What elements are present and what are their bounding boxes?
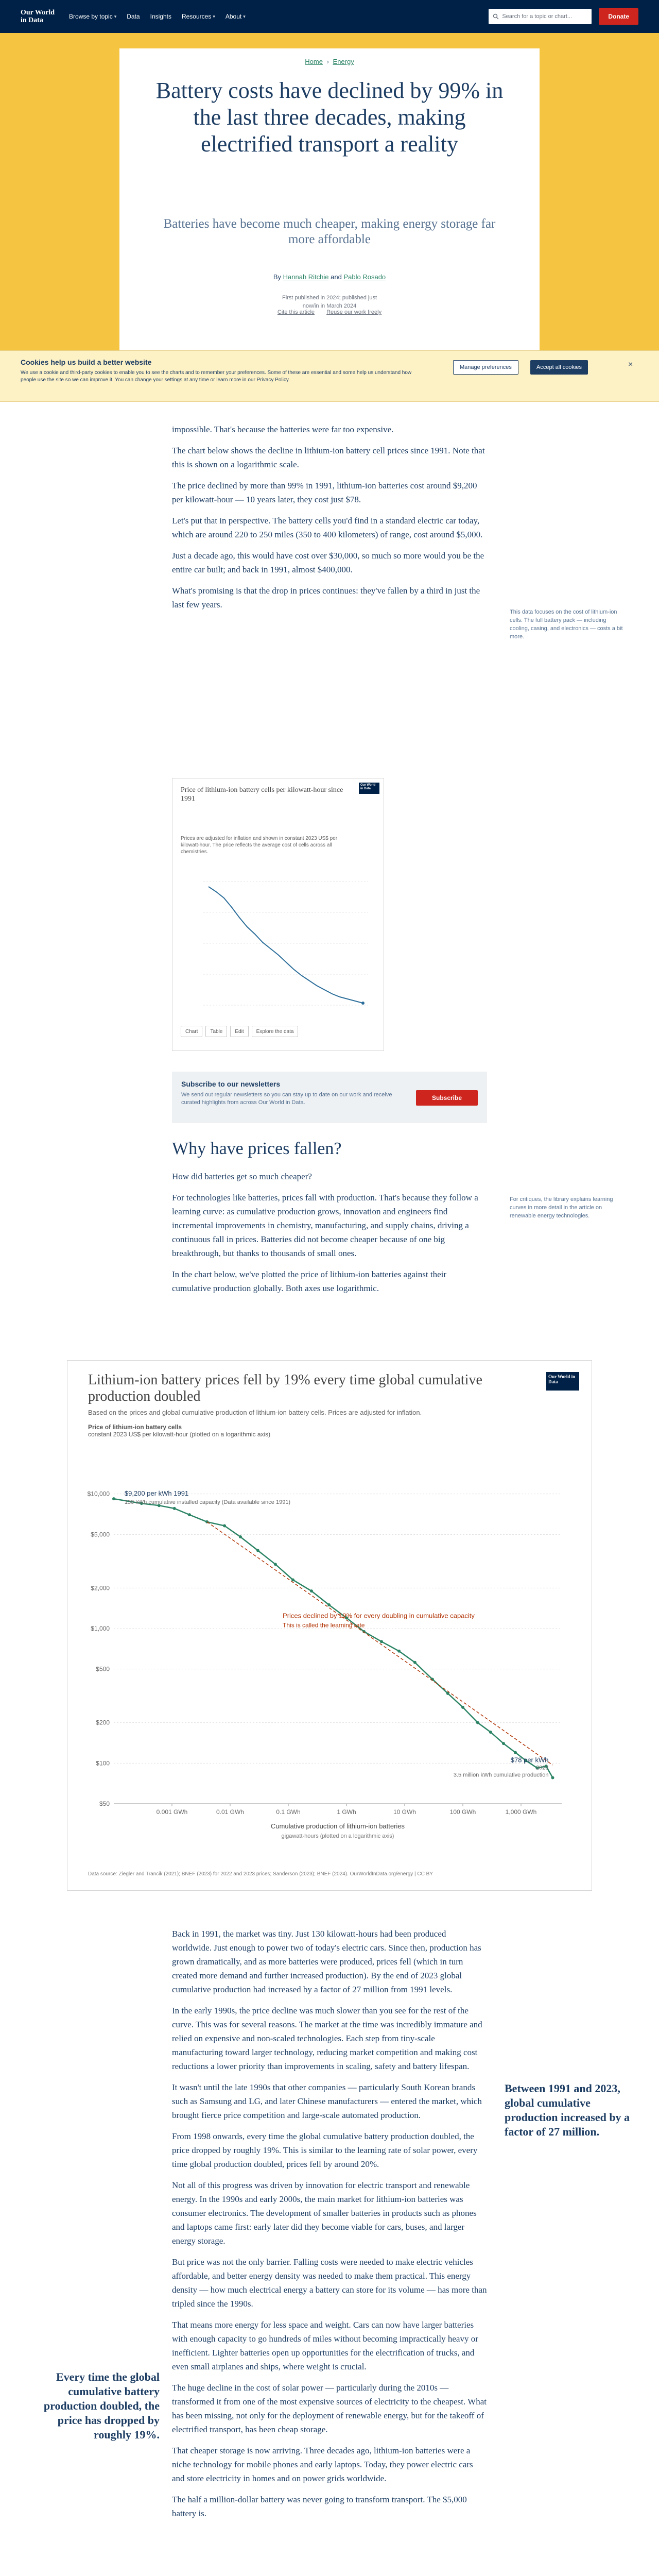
chart-tab[interactable]: Chart	[181, 1026, 202, 1037]
annotation-learning-rate: Prices declined by 19% for every doubling in cumulative capacity	[283, 1612, 475, 1620]
data-point	[173, 1507, 176, 1510]
y-axis-title	[88, 1423, 270, 1438]
chevron-down-icon: ▾	[114, 13, 117, 19]
data-point	[514, 1751, 517, 1754]
x-tick-label: 0.001 GWh	[156, 1808, 188, 1816]
x-tick-label: 1,000 GWh	[505, 1808, 537, 1816]
page-title: Battery costs have declined by 99% in the last three decades, making electrified transport a reality	[155, 78, 504, 157]
logo-line2: in Data	[21, 16, 43, 24]
paragraph: In the chart below, we've plotted the price of lithium-ion batteries against their cumulative production globally. Both axes use logarithmic.	[172, 1269, 447, 1293]
x-axis-title: Cumulative production of lithium-ion batteries	[270, 1822, 405, 1830]
nav-resources[interactable]	[182, 13, 215, 20]
y-tick-label: $200	[96, 1719, 110, 1726]
data-point	[461, 1706, 464, 1709]
annotation-end-year: 2023	[536, 1765, 549, 1771]
x-tick-label: 0.1 GWh	[276, 1808, 301, 1816]
price-line	[114, 1499, 552, 1777]
author-link-2[interactable]: Pablo Rosado	[343, 273, 386, 281]
chart-source: Data source: Ziegler and Trancik (2021); BNEF (2023) for 2022 and 2023 prices; Sanderson (2023); BNEF (2024). OurWorldInData.org/energy | CC BY	[88, 1871, 433, 1877]
data-point	[327, 1603, 331, 1606]
why-text	[172, 1170, 487, 1302]
nav-label: Insights	[150, 13, 171, 20]
x-axis-subtitle: gigawatt-hours (plotted on a logarithmic axis)	[281, 1833, 394, 1839]
paragraph: In the early 1990s, the price decline was much slower than you see for the rest of the curve. This was for several reasons. The market at the time was incredibly immature and relied on expensive and non-scaled technologies. Each step from tiny-scale manufacturing toward larger technology, reducing market competition and making cost reductions a lower priority than improvements in scaling, safety and battery lifespan.	[172, 2006, 482, 2071]
subscribe-button[interactable]: Subscribe	[416, 1090, 478, 1106]
y-tick-label: $2,000	[91, 1584, 110, 1592]
hero-links	[119, 309, 540, 315]
section-heading: Why have prices fallen?	[172, 1139, 342, 1158]
data-point	[380, 1640, 383, 1643]
paragraph: It wasn't until the late 1990s that other companies — particularly South Korean brands such as Samsung and LG, and later Chinese manufacturers — entered the market, which brought fierce price competition and large-scale automated production.	[172, 2082, 482, 2120]
pull-quote-right: Between 1991 and 2023, global cumulative production increased by a factor of 27 million.	[505, 2082, 630, 2138]
y-tick-label: $500	[96, 1665, 110, 1673]
mini-chart-subtitle: Prices are adjusted for inflation and shown in constant 2023 US$ per kilowatt-hour. The price reflects the average cost of cells across all chemistries.	[181, 836, 338, 855]
learning-curve-chart	[67, 1360, 592, 1891]
close-icon[interactable]: ×	[628, 360, 633, 369]
site-logo[interactable]	[21, 9, 55, 24]
x-tick-label: 1 GWh	[337, 1808, 356, 1816]
table-tab[interactable]: Table	[205, 1026, 227, 1037]
side-note: For critiques, the library explains learning curves in more detail in the article on renewable energy technologies.	[510, 1196, 613, 1219]
chevron-down-icon: ▾	[213, 13, 215, 19]
gridlines	[203, 882, 368, 1005]
site-header	[0, 0, 659, 33]
newsletter-title: Subscribe to our newsletters	[181, 1080, 281, 1088]
paragraph: For technologies like batteries, prices fall with production. That's because they follow a learning curve: as cumulative production grows, innovation and engineers find incremental improvements in chemistry, manufacturing, and supply chains, driving a continuous fall in prices. Batteries did not become cheaper because of one big breakthrough, but thanks to thousands of small ones.	[172, 1193, 478, 1258]
paragraph: The chart below shows the decline in lithium-ion battery cell prices since 1991. Note that this is shown on a logarithmic scale.	[172, 446, 485, 469]
data-point	[239, 1535, 242, 1538]
paragraph: The half a million-dollar battery was never going to transform transport. The $5,000 battery is.	[172, 2495, 467, 2518]
mini-chart-plot	[172, 866, 385, 1021]
pubdate-line1: First published in 2024; published just	[282, 295, 377, 301]
nav-browse-topics[interactable]	[69, 13, 116, 20]
paragraph: But price was not the only barrier. Falling costs were needed to make electric vehicles affordable, and better energy density was needed to make them practical. This energy density — how much electrical energy a battery can store for its volume — has more than tripled since the 1990s.	[172, 2257, 487, 2309]
mini-chart-card	[172, 778, 384, 1051]
chart-subtitle: Based on the prices and global cumulative production of lithium-ion battery cells. Prices are adjusted for inflation.	[88, 1409, 422, 1416]
cite-article-link[interactable]: Cite this article	[277, 309, 315, 315]
newsletter-box	[172, 1072, 487, 1123]
annotation-learning-rate-sub: This is called the learning rate	[283, 1621, 365, 1629]
nav-label: About	[225, 13, 242, 20]
paragraph: Back in 1991, the market was tiny. Just 130 kilowatt-hours had been produced worldwide. Just enough to power two of today's electric cars. Since then, production has grown dramatically, and as more batteries were produced, prices fell (which in turn created more demand and further increased production). By the end of 2023 global cumulative production had increased by a factor of 27 million from 1991 levels.	[172, 1929, 481, 1994]
pubdate-line2: now/in in March 2024	[302, 303, 357, 309]
reuse-link[interactable]: Reuse our work freely	[326, 309, 382, 315]
accept-cookies-button[interactable]: Accept all cookies	[530, 360, 588, 375]
mini-chart-title: Price of lithium-ion battery cells per kilowatt-hour since 1991	[181, 786, 343, 803]
end-point	[361, 1002, 365, 1005]
data-point	[223, 1524, 226, 1527]
owid-logo: Our World in Data	[546, 1372, 579, 1391]
paragraph: That cheaper storage is now arriving. Three decades ago, lithium-ion batteries were a niche technology for mobile phones and early laptops. Today, they power electric cars and store electricity in homes and on power grids worldwide.	[172, 2446, 473, 2483]
paragraph: The price declined by more than 99% in 1991, lithium-ion batteries cost around $9,200 per kilowatt-hour — 10 years later, they cost just $78.	[172, 481, 477, 504]
owid-logo: Our World in Data	[359, 783, 379, 794]
nav-insights[interactable]	[150, 13, 171, 20]
nav-about[interactable]	[226, 13, 246, 20]
header-right	[489, 8, 638, 25]
annotation-start: $9,200 per kWh 1991	[124, 1489, 189, 1498]
paragraph: Not all of this progress was driven by innovation for electric transport and renewable energy. In the 1990s and early 2000s, the main market for lithium-ion batteries was consumer electronics. The development of smaller batteries in products such as phones and laptops came first: early later did they become viable for cars, buses, and larger energy storage.	[172, 2180, 477, 2246]
intro-text	[172, 422, 487, 619]
search-input[interactable]	[489, 9, 592, 24]
cookie-text: We use a cookie and third-party cookies to enable you to see the charts and to remember your preferences. Some of these are essential and some help us understand how people use the site so we can improve it. You can change your settings at any time or learn more in our Privacy Policy.	[21, 370, 412, 383]
y-tick-label: $10,000	[87, 1490, 110, 1498]
price-line	[209, 887, 363, 1003]
byline-and: and	[331, 273, 342, 281]
y-tick-label: $5,000	[91, 1531, 110, 1538]
y-tick-label: $1,000	[91, 1625, 110, 1632]
search-icon	[493, 13, 499, 20]
data-point	[413, 1661, 417, 1664]
breadcrumb	[119, 58, 540, 65]
byline	[119, 273, 540, 281]
paragraph: impossible. That's because the batteries were far too expensive.	[172, 425, 394, 434]
manage-preferences-button[interactable]: Manage preferences	[453, 360, 518, 375]
paragraph: Let's put that in perspective. The battery cells you'd find in a standard electric car today, which are around 220 to 250 miles (350 to 400 kilometers) of range, cost around $5,000.	[172, 516, 483, 539]
data-point	[256, 1549, 259, 1552]
analysis-text	[172, 1927, 487, 2528]
x-tick-label: 10 GWh	[393, 1808, 417, 1816]
data-point	[489, 1731, 492, 1734]
paragraph: From 1998 onwards, every time the global cumulative battery production doubled, the price dropped by roughly 19%. This is similar to the learning rate of solar power, every time global production doubled, prices fell by around 20%.	[172, 2131, 478, 2169]
data-point	[112, 1497, 115, 1500]
x-tick-label: 100 GWh	[449, 1808, 476, 1816]
y-axis-title-text: Price of lithium-ion battery cells	[88, 1423, 182, 1431]
nav-label: Resources	[181, 13, 212, 20]
page-subtitle: Batteries have become much cheaper, making energy storage far more affordable	[163, 217, 496, 246]
cookie-banner	[0, 350, 659, 402]
paragraph: What's promising is that the drop in prices continues: they've fallen by a third in just the last few years.	[172, 586, 480, 609]
nav-label: Data	[127, 13, 140, 20]
y-axis-subtitle: constant 2023 US$ per kilowatt-hour (plotted on a logarithmic axis)	[88, 1431, 271, 1438]
paragraph: The huge decline in the cost of solar power — particularly during the 2010s — transformed it from one of the most expensive sources of electricity to the cheapest. What has been missing, not only for the deployment of renewable energy, but for the takeoff of electrified transport, has been cheap storage.	[172, 2383, 487, 2434]
breadcrumb-home[interactable]: Home	[305, 58, 323, 65]
byline-by: By	[273, 273, 282, 281]
y-tick-label: $50	[99, 1800, 110, 1807]
explore-data-button[interactable]: Explore the data	[252, 1026, 299, 1037]
data-point	[397, 1650, 401, 1653]
article-body	[0, 402, 659, 2576]
author-link-1[interactable]: Hannah Ritchie	[283, 273, 329, 281]
side-note: This data focuses on the cost of lithium-ion cells. The full battery pack — including cooling, casing, and electronics — costs a bit more.	[510, 609, 623, 640]
donate-button[interactable]: Donate	[599, 8, 638, 25]
nav-label: Browse by topic	[69, 13, 113, 20]
logo-line1: Our World	[21, 9, 55, 16]
paragraph: That means more energy for less space and weight. Cars can now have larger batteries with enough capacity to go hundreds of miles without becoming impractically heavy or inefficient. Lighter batteries open up opportunities for the electrification of trucks, and even small airplanes and ships, where weight is crucial.	[172, 2320, 478, 2371]
annotation-start-sub: 130 kWh cumulative installed capacity (Data available since 1991)	[124, 1499, 291, 1506]
paragraph: Just a decade ago, this would have cost over $30,000, so much so more would you be the entire car built; and back in 1991, almost $400,000.	[172, 551, 484, 574]
breadcrumb-energy[interactable]: Energy	[333, 58, 354, 65]
edit-button[interactable]: Edit	[230, 1026, 248, 1037]
nav-data[interactable]	[127, 13, 140, 20]
breadcrumb-separator-icon: ›	[326, 58, 329, 65]
annotation-end: $78 per kWh	[510, 1756, 549, 1764]
pull-quote-left: Every time the global cumulative battery production doubled, the price has dropped by roughly 19%.	[43, 2370, 160, 2441]
search-placeholder: Search for a topic or chart...	[502, 13, 573, 20]
chart-title: Lithium-ion battery prices fell by 19% every time global cumulative production doubled	[88, 1372, 482, 1404]
data-point	[274, 1563, 277, 1566]
data-point	[310, 1589, 313, 1592]
x-tick-label: 0.01 GWh	[216, 1808, 245, 1816]
y-tick-label: $100	[96, 1759, 110, 1767]
data-point	[188, 1513, 191, 1516]
chart-controls	[181, 1026, 298, 1037]
data-point	[476, 1721, 479, 1724]
chevron-down-icon: ▾	[243, 13, 246, 19]
data-point	[502, 1742, 505, 1745]
publication-date	[119, 294, 540, 310]
data-point	[551, 1776, 554, 1780]
annotation-end-sub: 3.5 million kWh cumulative production	[453, 1772, 549, 1778]
data-point	[291, 1578, 294, 1581]
chart-plot	[67, 1443, 593, 1866]
newsletter-text: We send out regular newsletters so you can stay up to date on our work and receive curated highlights from across Our World in Data.	[181, 1092, 392, 1106]
learning-rate-line	[207, 1522, 552, 1765]
cookie-title: Cookies help us build a better website	[21, 358, 152, 366]
paragraph: How did batteries get so much cheaper?	[172, 1172, 312, 1181]
